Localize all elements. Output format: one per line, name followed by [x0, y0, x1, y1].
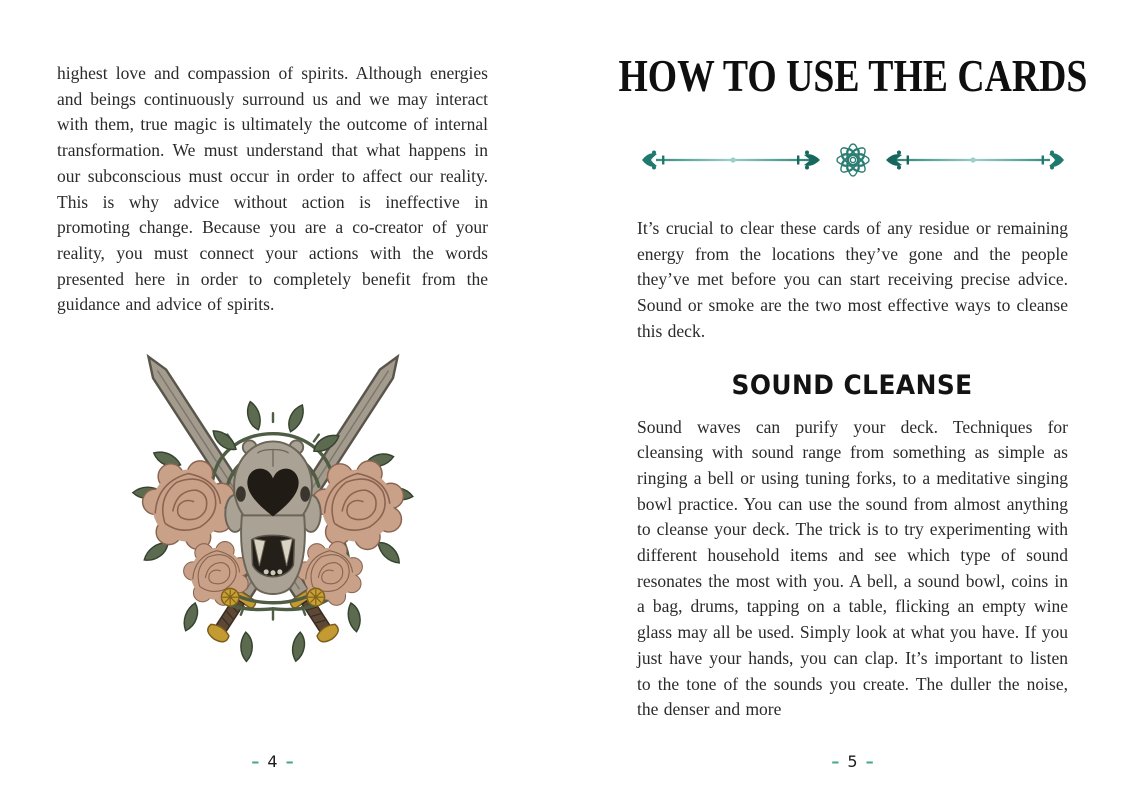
- left-page-paragraph: highest love and compassion of spirits. Although energies and beings continuously surround us and we may interact with them, true magic is ultimately the outcome of internal transformation. We must understand that what happens in our subconscious must occur in order to affect our reality. This is why advice without action is ineffective in promoting change. Because you are a co-creator of your reality, you must connect your actions with the words presented here in order to completely benefit from the guidance and advice of spirits.: [57, 63, 488, 315]
- page-left: [57, 61, 488, 679]
- page-number-dash: –: [251, 752, 260, 771]
- page-number-dash: –: [831, 752, 840, 771]
- skull-swords-roses-illustration: [127, 348, 419, 679]
- page-number-dash: –: [865, 752, 874, 771]
- page-number-right: [637, 752, 1068, 771]
- skull-swords-roses-svg: [127, 348, 419, 679]
- chapter-title: HOW TO USE THE CARDS: [618, 50, 1087, 101]
- page-number-left: [57, 752, 488, 771]
- lotus-divider-icon: [638, 142, 1068, 178]
- intro-paragraph: It’s crucial to clear these cards of any residue or remaining energy from the locations they’ve gone and the people they’ve met before you can start receiving precise advice. Sound or smoke are the two most effective ways to cleanse this deck.: [637, 218, 1068, 341]
- page-number-left-value: 4: [267, 752, 278, 771]
- ornamental-divider: [637, 142, 1068, 178]
- page-number-dash: –: [285, 752, 294, 771]
- page-number-right-value: 5: [847, 752, 858, 771]
- section-heading: SOUND CLEANSE: [731, 369, 974, 401]
- lotus-flower-icon: [837, 144, 869, 176]
- page-right: [618, 50, 1087, 723]
- section-paragraph: Sound waves can purify your deck. Techniques for cleansing with sound range from something as simple as ringing a bell or using tuning forks, to a meditative singing bowl practice. You can use the sound from almost anything to cleanse your deck. The trick is to try experimenting with different household items and see which type of sound resonates the most with you. A bell, a sound bowl, coins in a bag, drums, tapping on a table, flicking an empty wine glass may all be used. Simply look at what you have. If you just have your hands, you can clap. It’s important to listen to the tone of the sounds you create. The duller the noise, the denser and more: [637, 416, 1068, 720]
